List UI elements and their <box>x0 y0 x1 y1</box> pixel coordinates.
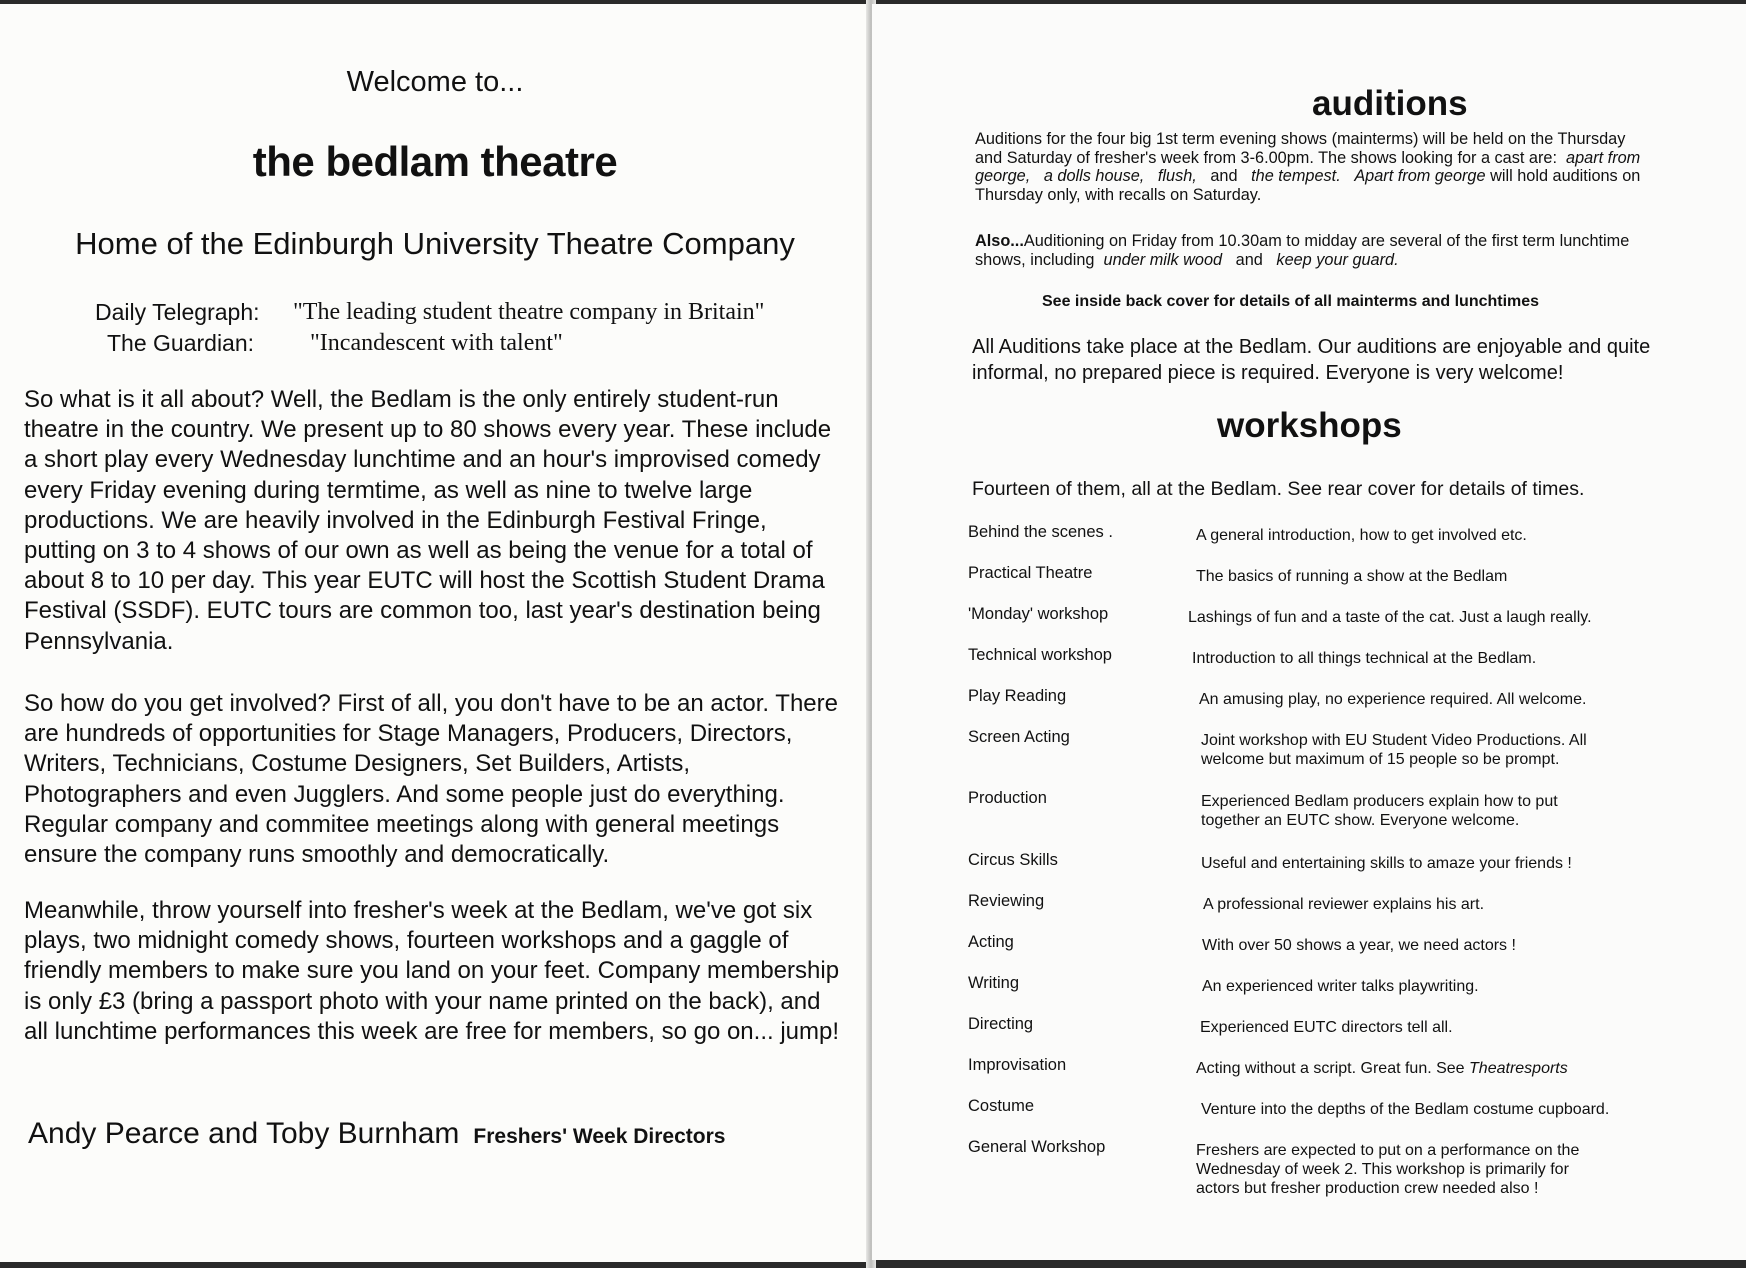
auditions-text: Auditions for the four big 1st term evening shows (mainterms) will be held on the Thursday and Saturday of fresher's week from 3-6.00pm. The shows looking for a cast are: <box>975 130 1626 167</box>
freshers-paragraph: Meanwhile, throw yourself into fresher's week at the Bedlam, we've got six plays, two midnight comedy shows, fourteen workshops and a gaggle of friendly members to make sure you land on your feet. Company membership is only £3 (bring a passport photo with your name printed on the back), and all lunchtime performances this week are free for members, so go on... jump! <box>24 897 840 1045</box>
quote-text: "The leading student theatre company in Britain" <box>293 299 765 325</box>
quote-row <box>95 328 764 359</box>
left-page <box>0 4 870 1262</box>
page-title: the bedlam theatre <box>252 138 618 185</box>
right-page <box>872 4 1746 1260</box>
workshop-desc-italic: Theatresports <box>1469 1060 1568 1077</box>
workshop-desc: An experienced writer talks playwriting. <box>1202 978 1479 995</box>
workshop-desc: Venture into the depths of the Bedlam costume cupboard. <box>1201 1101 1610 1118</box>
show-title: under milk wood <box>1103 250 1223 269</box>
workshop-desc: A general introduction, how to get involved etc. <box>1196 527 1527 544</box>
workshop-desc: Useful and entertaining skills to amaze your friends ! <box>1201 855 1572 872</box>
signature <box>28 1117 725 1151</box>
welcome-heading: Welcome to... <box>346 66 524 98</box>
workshop-name: Behind the scenes . <box>968 523 1113 541</box>
workshop-desc: Introduction to all things technical at the Bedlam. <box>1192 650 1537 667</box>
workshop-desc: With over 50 shows a year, we need actors ! <box>1202 937 1516 954</box>
intro-paragraph: So what is it all about? Well, the Bedlam is the only entirely student-run theatre in the country. We present up to 80 shows every year. These include a short play every Wednesday lunchtime and an hour's improvised comedy every Friday evening during termtime, as well as nine to twelve large productions. We are heavily involved in the Edinburgh Festival Fringe, putting on 3 to 4 shows of our own as well as being the venue for a total of about 8 to 10 per day. This year EUTC will host the Scottish Student Drama Festival (SSDF). EUTC tours are common too, last year's destination being Pennsylvania. <box>24 386 832 655</box>
workshop-name: General Workshop <box>968 1138 1106 1156</box>
lunchtime-and: and <box>1235 250 1263 269</box>
workshop-desc <box>1196 1059 1636 1078</box>
workshop-desc: A professional reviewer explains his art. <box>1203 896 1485 913</box>
show-title: a dolls house, <box>1043 167 1145 185</box>
auditions-paragraph <box>975 130 1655 204</box>
quote-source: The Guardian: <box>107 330 255 356</box>
signature-names: Andy Pearce and Toby Burnham <box>28 1117 460 1150</box>
workshop-desc-text: Acting without a script. Great fun. See <box>1196 1060 1465 1077</box>
workshop-name: Costume <box>968 1097 1035 1115</box>
lunchtime-text: Auditioning on Friday from 10.30am to midday are several of the first term lunchtime shows, including <box>975 232 1630 269</box>
quote-text: "Incandescent with talent" <box>310 330 563 356</box>
workshop-desc: Lashings of fun and a taste of the cat. Just a laugh really. <box>1188 609 1592 626</box>
workshop-desc: The basics of running a show at the Bedlam <box>1196 568 1508 585</box>
show-title: apart from george, <box>975 148 1641 185</box>
workshop-name: Play Reading <box>968 687 1067 705</box>
auditions-text: will hold auditions on Thursday only, with recalls on Saturday. <box>975 167 1641 204</box>
workshop-name: 'Monday' workshop <box>968 605 1109 623</box>
workshop-name: Technical workshop <box>968 646 1112 664</box>
show-title: keep your guard. <box>1276 250 1399 269</box>
workshop-desc: Freshers are expected to put on a performance on the Wednesday of week 2. This workshop is primarily for actors but fresher production crew needed also ! <box>1196 1142 1580 1197</box>
quote-row <box>95 297 764 328</box>
workshop-name: Writing <box>968 974 1020 992</box>
lunchtime-auditions-paragraph <box>975 232 1655 269</box>
workshop-name: Circus Skills <box>968 851 1058 869</box>
workshop-name: Acting <box>968 933 1014 951</box>
auditions-and: and <box>1210 167 1238 185</box>
workshop-name: Directing <box>968 1015 1034 1033</box>
workshop-name: Production <box>968 789 1047 807</box>
workshop-name: Screen Acting <box>968 728 1070 746</box>
also-lead: Also... <box>975 232 1024 250</box>
workshop-name: Practical Theatre <box>968 564 1093 582</box>
involvement-paragraph: So how do you get involved? First of all, you don't have to be an actor. There are hundreds of opportunities for Stage Managers, Producers, Directors, Writers, Technicians, Costume Designers, Set Builders, Artists, Photographers and even Jugglers. And some people just do everything. Regular company and commitee meetings along with general meetings ensure the company runs smoothly and democratically. <box>24 690 838 869</box>
workshop-desc: Experienced EUTC directors tell all. <box>1200 1019 1453 1036</box>
workshop-name: Reviewing <box>968 892 1045 910</box>
show-title: the tempest. <box>1251 167 1341 185</box>
signature-role: Freshers' Week Directors <box>473 1125 726 1148</box>
press-quotes <box>95 297 764 359</box>
workshop-desc: Experienced Bedlam producers explain how to put together an EUTC show. Everyone welcome. <box>1201 793 1558 829</box>
auditions-note: See inside back cover for details of all mainterms and lunchtimes <box>1042 293 1540 310</box>
workshop-name: Improvisation <box>968 1056 1067 1074</box>
workshop-desc: An amusing play, no experience required. All welcome. <box>1199 691 1587 708</box>
workshops-intro: Fourteen of them, all at the Bedlam. See rear cover for details of times. <box>972 478 1585 500</box>
workshops-heading: workshops <box>1217 406 1402 445</box>
workshop-desc: Joint workshop with EU Student Video Productions. All welcome but maximum of 15 people so be prompt. <box>1201 732 1587 768</box>
quote-source: Daily Telegraph: <box>95 299 260 325</box>
subtitle: Home of the Edinburgh University Theatre Company <box>75 226 795 261</box>
show-title: Apart from george <box>1354 167 1486 185</box>
show-title: flush, <box>1157 167 1197 185</box>
auditions-heading: auditions <box>1312 84 1468 123</box>
auditions-info: All Auditions take place at the Bedlam. Our auditions are enjoyable and quite informal, no prepared piece is required. Everyone is very welcome! <box>972 336 1651 384</box>
